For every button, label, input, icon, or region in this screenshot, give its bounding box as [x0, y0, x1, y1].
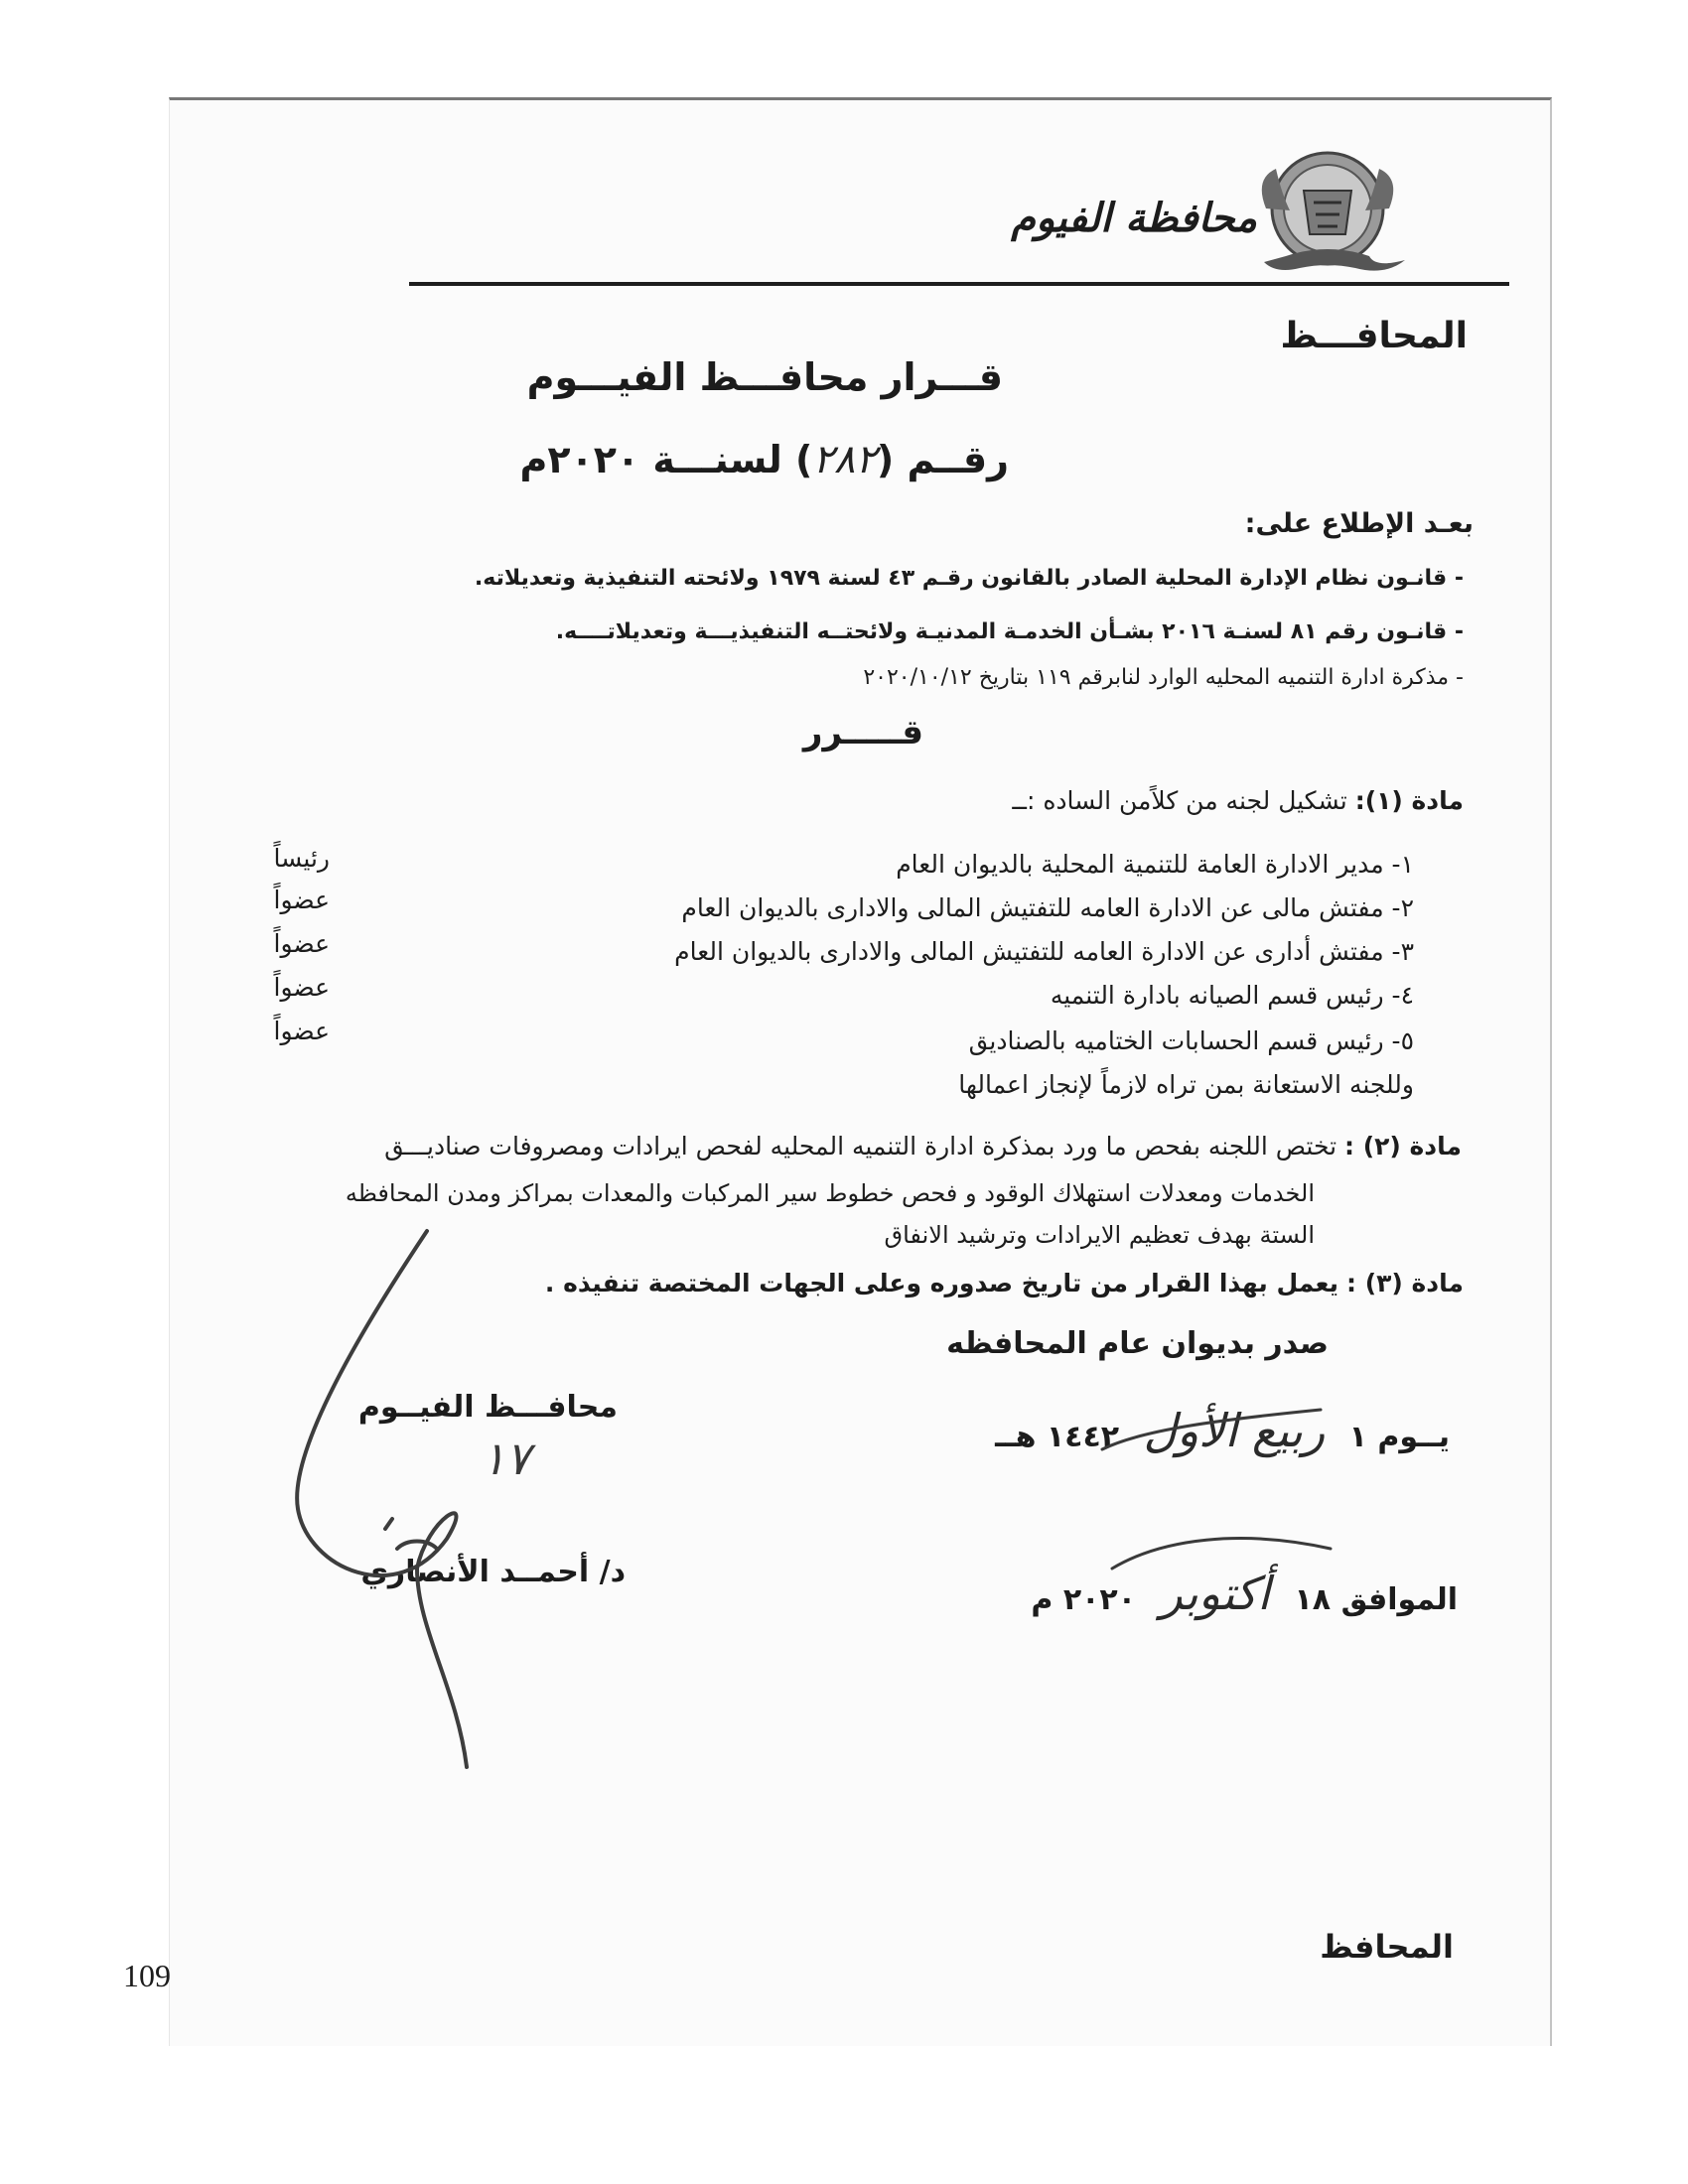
- member-name: ٥- رئيس قسم الحسابات الختاميه بالصناديق: [968, 1026, 1414, 1055]
- article-3: [545, 1269, 1464, 1297]
- article-2-line: الخدمات ومعدلات استهلاك الوقود و فحص خطوط سير المركبات والمعدات بمراكز ومدن المحافظه: [345, 1179, 1315, 1207]
- date-signature-stroke: [1072, 1410, 1529, 1598]
- governor-name: د/ أحمــد الأنصاري: [360, 1555, 626, 1589]
- decree-number-prefix: رقــم (: [876, 438, 1009, 481]
- article-2-label: مادة (٢) :: [1344, 1132, 1462, 1160]
- article-2: [384, 1132, 1462, 1160]
- gregorian-label: الموافق: [1340, 1582, 1458, 1617]
- hijri-year: ١٤٤٢ هــ: [995, 1420, 1120, 1454]
- member-role: رئيساً: [273, 844, 330, 873]
- member-name: ٢- مفتش مالى عن الادارة العامه للتفتيش المالى والادارى بالديوان العام: [681, 893, 1414, 922]
- preamble-item: - مذكرة ادارة التنميه المحليه الوارد لنابرقم ١١٩ بتاريخ ٢٠٢٠/١٠/١٢: [863, 665, 1464, 690]
- article-3-label: مادة (٣) :: [1346, 1269, 1464, 1297]
- gregorian-year: ٢٠٢٠ م: [1031, 1582, 1137, 1617]
- gregorian-day: ١٨: [1294, 1582, 1332, 1617]
- article-3-text: يعمل بهذا القرار من تاريخ صدوره وعلى الجهات المختصة تنفيذه .: [544, 1269, 1339, 1297]
- header-rule: [409, 282, 1509, 286]
- member-role: عضواً: [273, 929, 330, 958]
- decree-number-line: [519, 437, 1009, 482]
- member-name: ٤- رئيس قسم الصيانه بادارة التنميه: [1050, 981, 1414, 1010]
- governor-signature-scribble: [278, 1191, 576, 1787]
- preamble-item: - قانـون نظام الإدارة المحلية الصادر بالقانون رقـم ٤٣ لسنة ١٩٧٩ ولائحته التنفيذية وتعديلاته.: [474, 566, 1464, 591]
- governor-title: محافـــظ الفيــوم: [357, 1390, 618, 1425]
- decision-heading: قـــــرر: [802, 713, 923, 752]
- gregorian-month-handwritten: أكتوبر: [1160, 1567, 1271, 1620]
- article-2-text: تختص اللجنه بفحص ما ورد بمذكرة ادارة التنميه المحليه لفحص ايرادات ومصروفات صناديـــق: [384, 1132, 1337, 1160]
- article-1-label: مادة (١):: [1354, 786, 1464, 815]
- office-heading: المحافـــظ: [1280, 316, 1468, 356]
- page-number: 109: [123, 1958, 171, 1993]
- preamble-heading: بعـد الإطلاع على:: [1244, 508, 1474, 539]
- signature-handwritten-number: ١٧: [481, 1432, 530, 1485]
- member-role: عضواً: [273, 973, 330, 1002]
- article-1-text: تشكيل لجنه من كلاًمن الساده :ــ: [1012, 786, 1347, 815]
- article-1: [1012, 786, 1464, 815]
- governorate-name: محافظة الفيوم: [1011, 195, 1257, 241]
- hijri-day: ١: [1348, 1420, 1367, 1454]
- issued-at: صدر بديوان عام المحافظه: [946, 1326, 1329, 1361]
- hijri-day-label: يــوم: [1377, 1420, 1450, 1454]
- member-name: ١- مدير الادارة العامة للتنمية المحلية بالديوان العام: [896, 850, 1414, 879]
- article-2-line: الستة بهدف تعظيم الايرادات وترشيد الانفاق: [884, 1221, 1315, 1249]
- decree-title: قـــرار محافـــظ الفيـــوم: [526, 355, 1003, 399]
- decree-number-handwritten: ٢٨٢: [812, 437, 877, 482]
- member-role: عضواً: [273, 1017, 330, 1045]
- footer-office: المحافظ: [1320, 1928, 1454, 1966]
- preamble-item: - قانـون رقم ٨١ لسنـة ٢٠١٦ بشـأن الخدمـة المدنيـة ولائحتــه التنفيذيـــة وتعديلاتــــه.: [555, 619, 1464, 644]
- article-1-note: وللجنه الاستعانة بمن تراه لازماً لإنجاز اعمالها: [958, 1070, 1414, 1099]
- decree-number-suffix: ) لسنـــة ٢٠٢٠م: [519, 438, 813, 481]
- member-role: عضواً: [273, 886, 330, 914]
- fayoum-emblem-logo: [1256, 139, 1415, 278]
- member-name: ٣- مفتش أدارى عن الادارة العامه للتفتيش المالى والادارى بالديوان العام: [674, 937, 1414, 966]
- hijri-month-handwritten: ربيع الأول: [1143, 1404, 1326, 1457]
